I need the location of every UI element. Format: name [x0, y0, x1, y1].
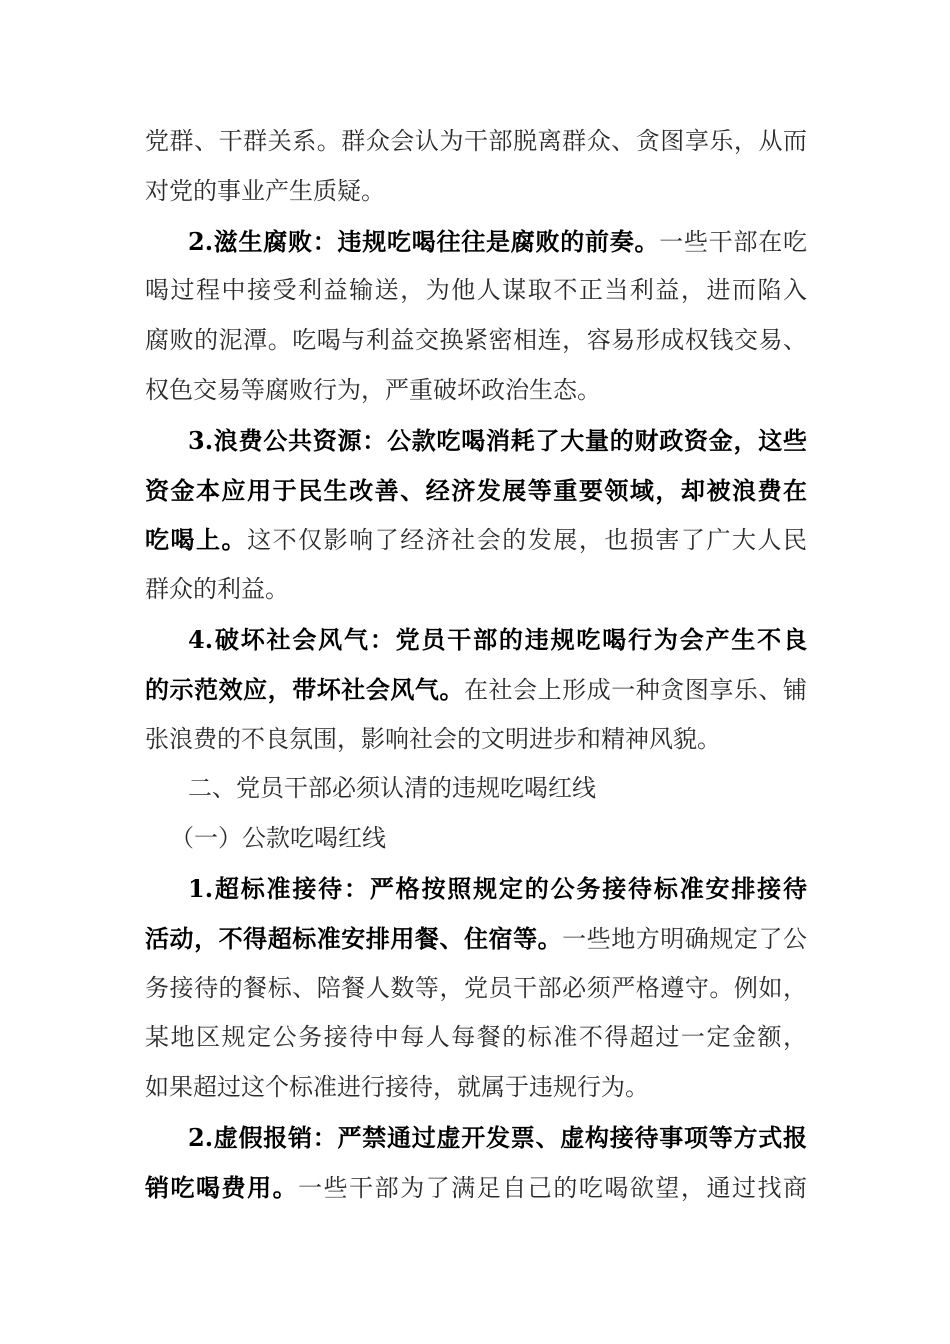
body-text: 二、党员干部必须认清的违规吃喝红线: [188, 774, 596, 803]
bold-lead-text: 资金本应用于民生改善、经济发展等重要领域，却被浪费在: [145, 475, 807, 505]
body-text: 一些地方明确规定了公: [562, 924, 808, 953]
bold-lead-text: 4.破坏社会风气：党员干部的违规吃喝行为会产生不良: [188, 624, 807, 654]
text-line: [145, 1113, 807, 1163]
text-line: [145, 914, 807, 964]
text-line: [145, 515, 807, 565]
paragraph: [145, 615, 807, 764]
bold-lead-text: 活动，不得超标准安排用餐、住宿等。: [145, 923, 563, 953]
text-line: [145, 764, 807, 814]
text-line: [145, 964, 807, 1014]
body-text: 在社会上形成一种贪图享乐、铺: [464, 675, 807, 704]
text-line: [145, 615, 807, 665]
text-line: [145, 366, 807, 416]
text-line: [145, 416, 807, 466]
body-text: 张浪费的不良氛围，影响社会的文明进步和精神风貌。: [145, 724, 721, 753]
paragraph: [145, 217, 807, 416]
body-text: 某地区规定公务接待中每人每餐的标准不得超过一定金额，: [145, 1023, 807, 1052]
body-text: 对党的事业产生质疑。: [145, 176, 385, 205]
text-line: [145, 814, 807, 864]
text-line: [145, 466, 807, 516]
body-text: 群众的利益。: [145, 575, 289, 604]
text-line: [145, 117, 807, 167]
bold-lead-text: 吃喝上。: [145, 525, 248, 555]
text-line: [145, 217, 807, 267]
text-line: [145, 167, 807, 217]
bold-lead-text: 销吃喝费用。: [145, 1172, 299, 1202]
text-line: [145, 316, 807, 366]
body-text: 务接待的餐标、陪餐人数等，党员干部必须严格遵守。例如，: [145, 973, 807, 1002]
paragraph: [145, 117, 807, 217]
paragraph: [145, 416, 807, 615]
body-text: 一些干部在吃: [659, 227, 808, 256]
text-line: [145, 1063, 807, 1113]
subsection-heading: [145, 814, 807, 864]
body-text: 喝过程中接受利益输送，为他人谋取不正当利益，进而陷入: [145, 276, 807, 305]
text-line: [145, 1013, 807, 1063]
body-text: 党群、干群关系。群众会认为干部脱离群众、贪图享乐，从而: [145, 127, 807, 155]
text-line: [145, 864, 807, 914]
bold-lead-text: 2.虚假报销：严禁通过虚开发票、虚构接待事项等方式报: [188, 1122, 807, 1152]
body-text: 如果超过这个标准进行接待，就属于违规行为。: [145, 1073, 649, 1102]
body-text: 腐败的泥潭。吃喝与利益交换紧密相连，容易形成权钱交易、: [145, 326, 807, 355]
body-text: （一）公款吃喝红线: [170, 824, 386, 853]
body-text: 一些干部为了满足自己的吃喝欲望，通过找商: [298, 1173, 808, 1202]
text-line: [145, 1163, 807, 1213]
bold-lead-text: 的示范效应，带坏社会风气。: [145, 674, 464, 704]
section-heading: [145, 764, 807, 814]
text-line: [145, 665, 807, 715]
bold-lead-text: 2.滋生腐败：违规吃喝往往是腐败的前奏。: [188, 226, 660, 256]
body-text: 这不仅影响了经济社会的发展，也损害了广大人民: [247, 526, 808, 555]
body-text: 权色交易等腐败行为，严重破坏政治生态。: [145, 375, 601, 404]
paragraph: [145, 864, 807, 1113]
bold-lead-text: 3.浪费公共资源：公款吃喝消耗了大量的财政资金，这些: [188, 425, 807, 455]
document-body: [145, 117, 807, 1213]
text-line: [145, 565, 807, 615]
text-line: [145, 266, 807, 316]
paragraph: [145, 1113, 807, 1213]
bold-lead-text: 1.超标准接待：严格按照规定的公务接待标准安排接待: [188, 873, 807, 903]
text-line: [145, 715, 807, 765]
